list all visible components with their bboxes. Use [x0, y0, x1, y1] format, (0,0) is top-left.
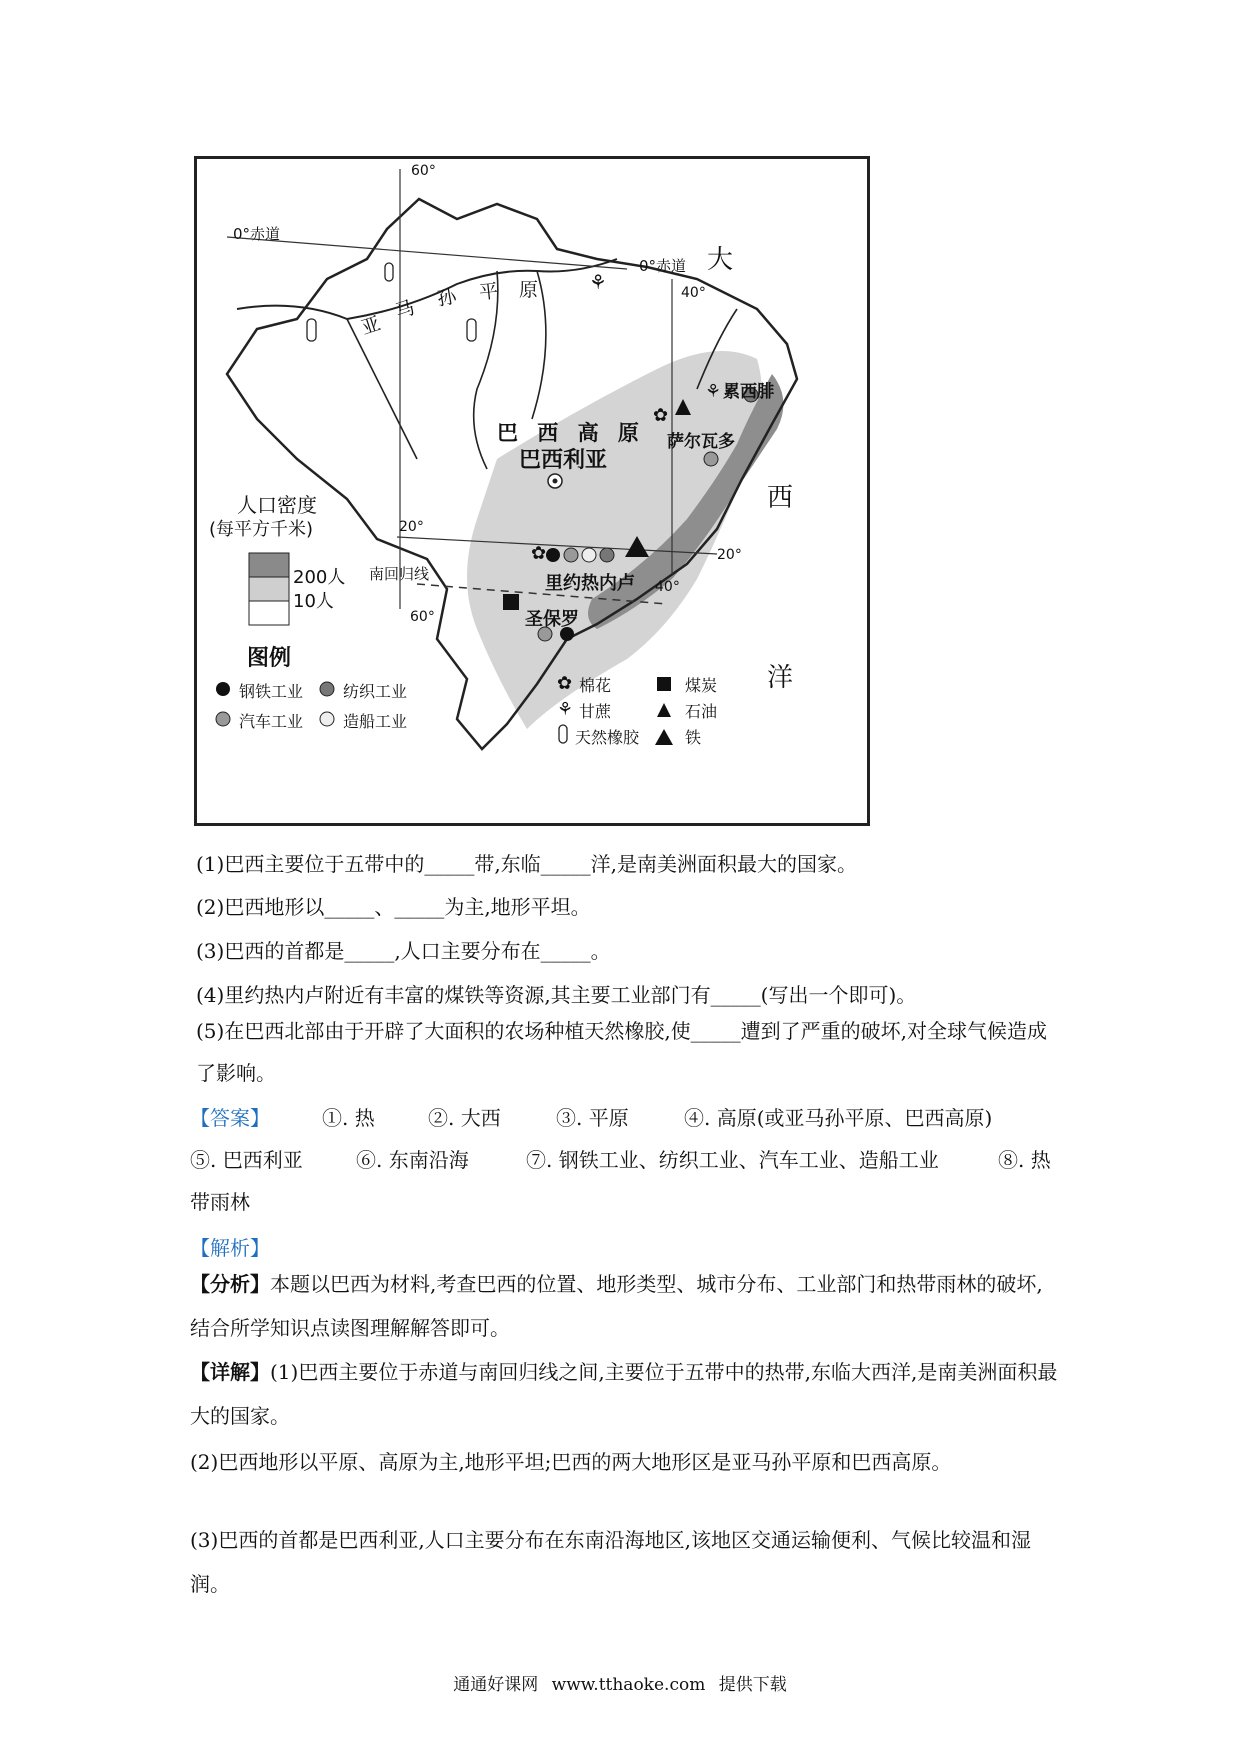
answer-item-6: ⑥. 东南沿海 — [356, 1148, 469, 1172]
fenxi-tag: 【分析】 — [190, 1272, 270, 1296]
density-level-200: 200人 — [293, 567, 346, 588]
analysis-detail-1 — [190, 1350, 1060, 1438]
cotton-icon: ✿ — [531, 543, 547, 564]
density-legend-unit: (每平方千米) — [209, 519, 314, 540]
question-4: (4)里约热内卢附近有丰富的煤铁等资源,其主要工业部门有_____(写出一个即可)。 — [196, 983, 917, 1007]
ocean-char: 大 — [707, 245, 734, 275]
answer-item-5: ⑤. 巴西利亚 — [190, 1148, 303, 1172]
legend-label-steel: 钢铁工业 — [239, 682, 304, 701]
city-saopaulo: 圣保罗 — [525, 609, 579, 630]
lat-label-equator-left: 0°赤道 — [233, 225, 281, 243]
amazon-label-char: 马 — [392, 296, 418, 324]
legend-label-sugarcane: 甘蔗 — [579, 702, 612, 721]
ocean-char: 洋 — [767, 663, 794, 693]
legend-label-oil: 石油 — [685, 702, 718, 721]
sugarcane-icon: ⚘ — [589, 270, 607, 294]
answer-item-1: ①. 热 — [322, 1106, 375, 1130]
ocean-char: 西 — [767, 483, 794, 513]
capital-label: 巴西利亚 — [519, 448, 608, 473]
analysis-detail-3: (3)巴西的首都是巴西利亚,人口主要分布在东南沿海地区,该地区交通运输便利、气候比较温和湿润。 — [190, 1528, 1032, 1596]
question-2: (2)巴西地形以_____、_____为主,地形平坦。 — [196, 895, 591, 919]
legend-sugarcane-icon: ⚘ — [557, 699, 574, 720]
answer-item-2: ②. 大西 — [428, 1106, 501, 1130]
legend-label-auto: 汽车工业 — [239, 712, 304, 731]
legend-cotton-icon: ✿ — [557, 673, 573, 694]
city-rio: 里约热内卢 — [545, 573, 635, 594]
lat-label-equator-right: 0°赤道 — [639, 257, 687, 275]
lon-label-40-bottom: 40° — [655, 579, 680, 595]
detail-1-text: (1)巴西主要位于赤道与南回归线之间,主要位于五带中的热带,东临大西洋,是南美洲面积最大的国家。 — [190, 1360, 1058, 1428]
lon-label-60-bottom: 60° — [410, 609, 435, 625]
city-salvador: 萨尔瓦多 — [667, 432, 735, 452]
tropic-label: 南回归线 — [369, 565, 430, 583]
footer-site-name: 通通好课网 — [453, 1675, 539, 1695]
answer-item-4: ④. 高原(或亚马孙平原、巴西高原) — [684, 1106, 993, 1130]
amazon-label-char: 亚 — [358, 312, 384, 340]
density-legend-title: 人口密度 — [237, 493, 317, 517]
analysis-tag: 【解析】 — [190, 1236, 270, 1260]
plateau-label: 巴 西 高 原 — [497, 421, 645, 445]
legend-label-rubber: 天然橡胶 — [575, 728, 640, 747]
answer-item-8: ⑧. 热 — [998, 1148, 1051, 1172]
brazil-map — [194, 156, 870, 826]
question-3: (3)巴西的首都是_____,人口主要分布在_____。 — [196, 939, 611, 963]
answer-tag: 【答案】 — [190, 1106, 270, 1130]
footer-url[interactable]: www.tthaoke.com — [551, 1675, 706, 1695]
analysis-detail-2: (2)巴西地形以平原、高原为主,地形平坦;巴西的两大地形区是亚马孙平原和巴西高原。 — [190, 1450, 952, 1474]
legend-label-cotton: 棉花 — [579, 676, 612, 695]
legend-label-iron: 铁 — [685, 728, 702, 747]
amazon-label-char: 孙 — [435, 285, 459, 311]
lon-label-60-top: 60° — [411, 163, 436, 179]
answer-item-3: ③. 平原 — [556, 1106, 629, 1130]
cotton-icon: ✿ — [653, 405, 669, 426]
density-level-10: 10人 — [293, 591, 334, 612]
legend-title: 图例 — [247, 646, 292, 671]
amazon-label-char: 原 — [519, 279, 539, 301]
amazon-label-char: 平 — [478, 280, 500, 304]
lat-label-20-left: 20° — [399, 519, 424, 535]
legend-label-textile: 纺织工业 — [343, 682, 408, 701]
page-footer — [0, 1670, 1240, 1695]
analysis-fenxi — [190, 1262, 1060, 1350]
footer-note: 提供下载 — [718, 1675, 787, 1695]
city-recife: 累西腓 — [723, 382, 774, 402]
sugarcane-icon: ⚘ — [705, 381, 722, 402]
legend-label-shipbuilding: 造船工业 — [343, 712, 408, 731]
answer-item-8-continued: 带雨林 — [190, 1190, 250, 1214]
fenxi-text: 本题以巴西为材料,考查巴西的位置、地形类型、城市分布、工业部门和热带雨林的破坏,结合所学知识点读图理解解答即可。 — [190, 1272, 1043, 1340]
lat-label-20-right: 20° — [717, 547, 742, 563]
question-1: (1)巴西主要位于五带中的_____带,东临_____洋,是南美洲面积最大的国家。 — [196, 852, 858, 876]
lon-label-40-top: 40° — [681, 285, 706, 301]
legend-label-coal: 煤炭 — [685, 676, 718, 695]
question-5: (5)在巴西北部由于开辟了大面积的农场种植天然橡胶,使_____遭到了严重的破坏,对全球气候造成了影响。 — [196, 1019, 1048, 1085]
answer-item-7: ⑦. 钢铁工业、纺织工业、汽车工业、造船工业 — [526, 1148, 939, 1172]
xiangjie-tag: 【详解】 — [190, 1360, 270, 1384]
